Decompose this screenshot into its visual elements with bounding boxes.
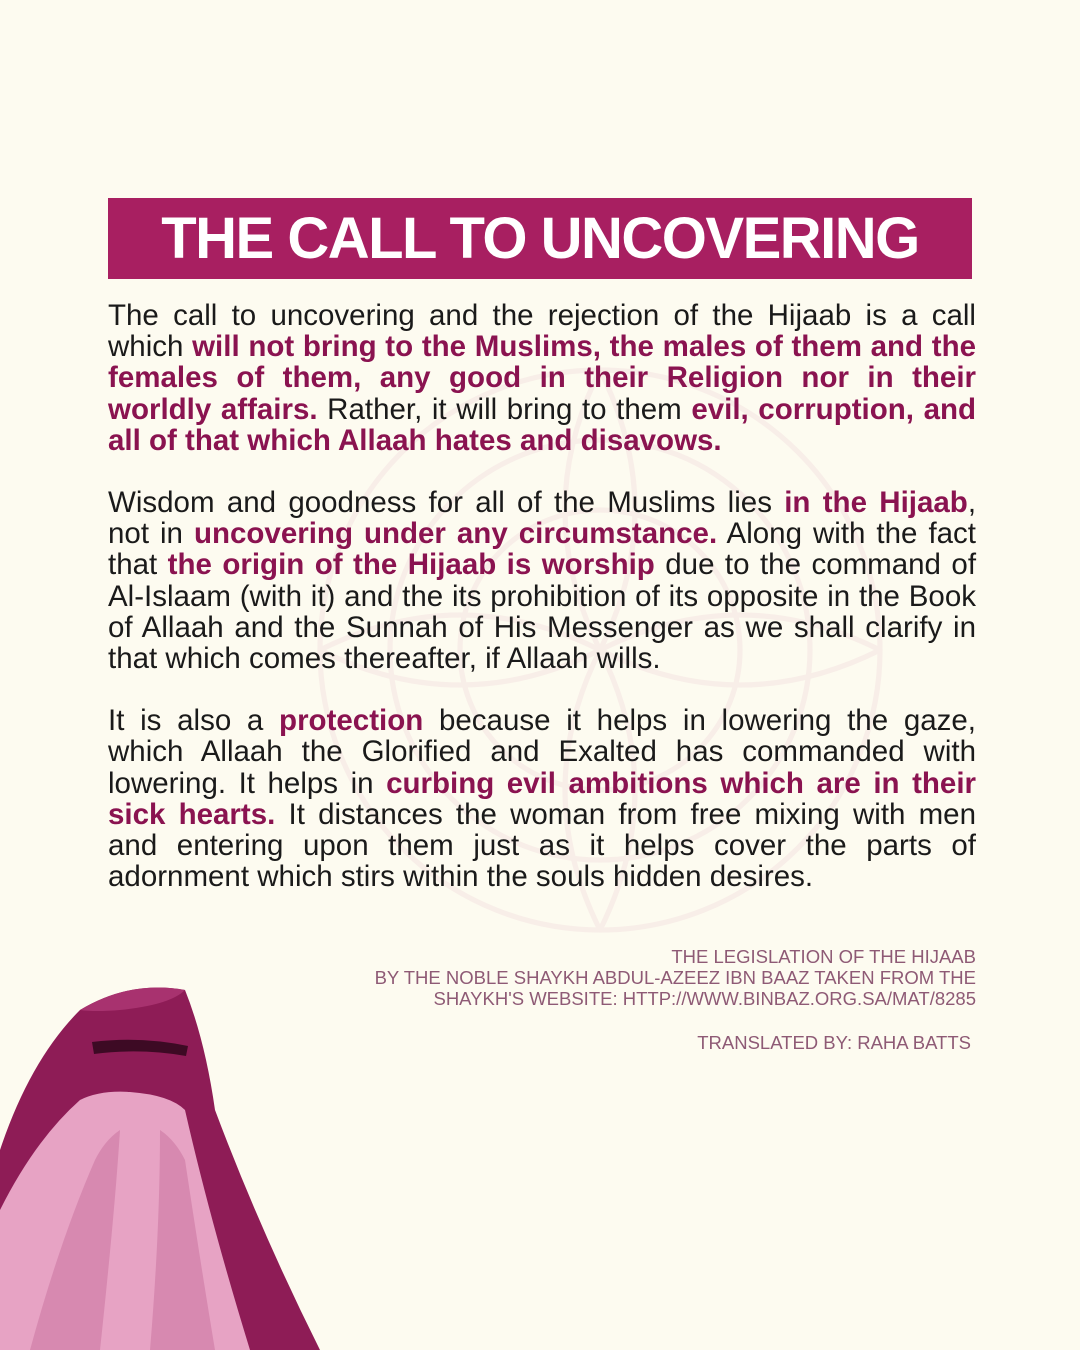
title-banner xyxy=(108,198,972,279)
text-segment: due to the command of Al-Islaam (with it) and the its prohibition of its opposite in the Book of Allaah and the Sunnah of His Messenger as we shall clarify in that which comes thereafter, if Allaah wills. xyxy=(108,548,977,676)
text-segment: Along with the fact that xyxy=(108,517,976,582)
source-website: SHAYKH'S WEBSITE: HTTP://WWW.BINBAZ.ORG.SA/MAT/8285 xyxy=(433,988,976,1009)
text-segment: because it helps in lowering the gaze, which Allaah the Glorified and Exalted has commanded with lowering. It helps in xyxy=(108,704,976,800)
text-segment: It distances the woman from free mixing with men and entering upon them just as it helps cover the parts of adornment which stirs within the souls hidden desires. xyxy=(108,797,976,894)
page-title: THE CALL TO UNCOVERING xyxy=(161,206,919,271)
article-body xyxy=(108,300,976,923)
highlighted-text: uncovering under any circumstance. xyxy=(193,517,718,551)
text-segment: Wisdom and goodness for all of the Muslims lies xyxy=(108,486,785,520)
translator-credit: TRANSLATED BY: RAHA BATTS xyxy=(697,1032,971,1053)
highlighted-text: protection xyxy=(279,704,424,738)
highlighted-text: will not bring to the Muslims, the males of them and the females of them, any good in their Religion nor in their worldly affairs. xyxy=(108,330,976,426)
highlighted-text: evil, corruption, and all of that which Allaah hates and disavows. xyxy=(108,392,977,457)
text-segment: The call to uncovering and the rejection of the Hijaab is a call which xyxy=(108,299,976,364)
text-segment: , not in xyxy=(108,486,977,551)
source-author: BY THE NOBLE SHAYKH ABDUL-AZEEZ IBN BAAZ TAKEN FROM THE xyxy=(374,967,976,988)
highlighted-text: curbing evil ambitions which are in their sick hearts. xyxy=(108,766,976,831)
niqab-woman-illustration xyxy=(0,980,320,1350)
paragraph-1 xyxy=(108,300,976,456)
highlighted-text: the origin of the Hijaab is worship xyxy=(167,548,655,582)
paragraph-2 xyxy=(108,487,976,674)
text-segment: It is also a xyxy=(108,704,280,738)
highlighted-text: in the Hijaab xyxy=(784,486,968,520)
source-citation xyxy=(216,946,976,1053)
text-segment: Rather, it will bring to them xyxy=(317,392,692,426)
paragraph-3 xyxy=(108,705,976,892)
source-title: THE LEGISLATION OF THE HIJAAB xyxy=(671,946,976,967)
